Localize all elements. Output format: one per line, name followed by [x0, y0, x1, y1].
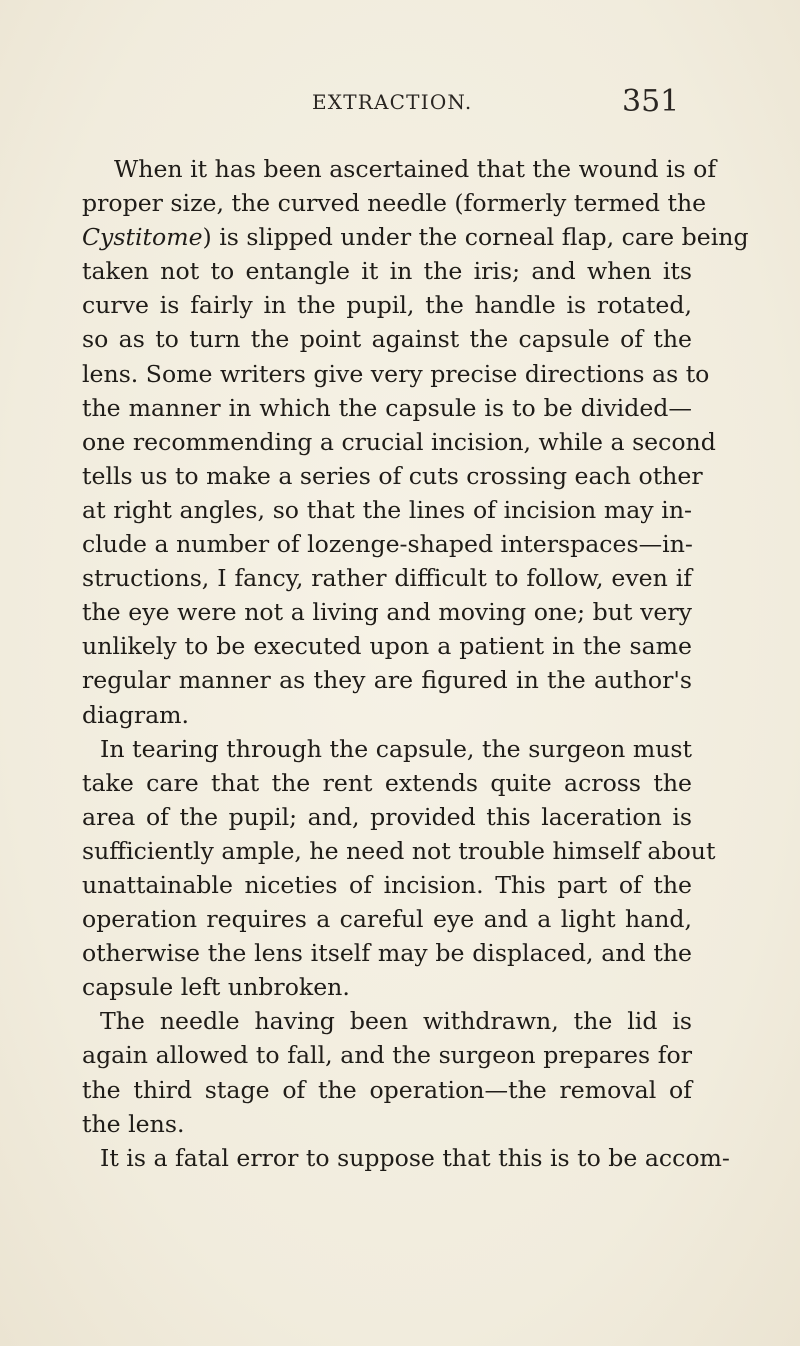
text-line: lens. Some writers give very precise directions as to	[82, 359, 710, 388]
text-line: clude a number of lozenge-shaped interspaces—in-	[82, 530, 693, 559]
text-line: area of the pupil; and, provided this laceration is	[82, 802, 692, 831]
text-line: the lens.	[82, 1109, 185, 1138]
text-line: otherwise the lens itself may be displaced, and the	[82, 939, 692, 968]
text-line: the eye were not a living and moving one; but very	[82, 598, 692, 627]
page-number: 351	[622, 84, 680, 119]
italic-term: Cystitome	[82, 223, 203, 252]
text-line: unattainable niceties of incision. This part of the	[82, 870, 692, 899]
text-line: diagram.	[82, 700, 190, 729]
text-line: unlikely to be executed upon a patient in the same	[82, 632, 692, 661]
text-line: the third stage of the operation—the removal of	[82, 1075, 692, 1104]
text-line: When it has been ascertained that the wound is of	[114, 155, 717, 183]
running-title: EXTRACTION.	[312, 90, 473, 114]
text-line: It is a fatal error to suppose that this is to be accom-	[100, 1143, 730, 1172]
text-line: operation requires a careful eye and a light hand,	[82, 905, 692, 934]
text-line: capsule left unbroken.	[82, 973, 350, 1002]
text-line: so as to turn the point against the capsule of the	[82, 325, 692, 354]
text-line: curve is fairly in the pupil, the handle is rotated,	[82, 291, 692, 320]
text-line: again allowed to fall, and the surgeon prepares for	[82, 1041, 692, 1070]
text-line: proper size, the curved needle (formerly termed the	[82, 189, 707, 218]
text-line-rest: ) is slipped under the corneal flap, care being	[202, 223, 749, 252]
text-line: sufficiently ample, he need not trouble himself about	[82, 836, 716, 865]
text-line: taken not to entangle it in the iris; and when its	[82, 257, 692, 286]
text-line: take care that the rent extends quite across the	[82, 768, 692, 797]
text-line: structions, I fancy, rather difficult to follow, even if	[82, 564, 692, 593]
page-header	[0, 84, 800, 124]
text-line-cystitome	[82, 220, 749, 254]
body-text	[82, 152, 749, 1175]
text-line: one recommending a crucial incision, while a second	[82, 427, 716, 456]
text-line: The needle having been withdrawn, the lid is	[100, 1007, 692, 1036]
text-line: In tearing through the capsule, the surgeon must	[100, 734, 692, 763]
text-line: the manner in which the capsule is to be divided—	[82, 393, 692, 422]
text-line: tells us to make a series of cuts crossing each other	[82, 461, 703, 490]
text-line: regular manner as they are figured in the author's	[82, 666, 692, 695]
text-line: at right angles, so that the lines of incision may in-	[82, 495, 692, 524]
